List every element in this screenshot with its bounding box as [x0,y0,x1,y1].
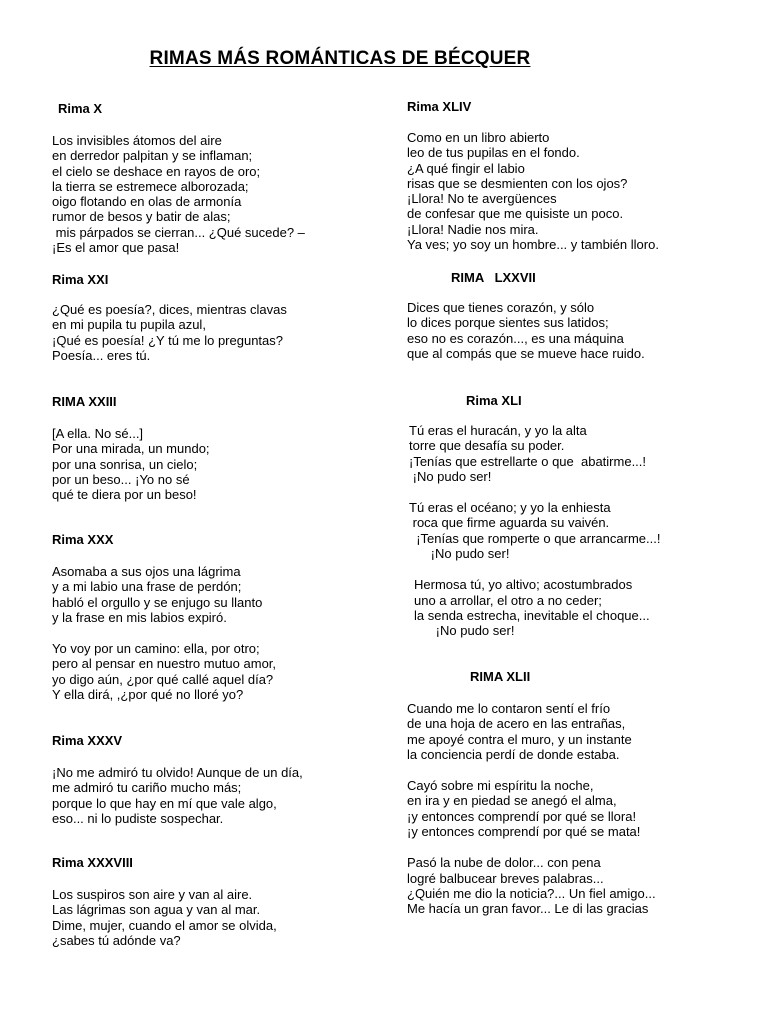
poem-rima-xliv [407,99,659,252]
stanza [52,887,277,948]
poem-title: Rima XLIV [407,99,472,114]
poem-line: risas que se desmienten con los ojos? [407,175,628,191]
poem-rima-xli [409,393,660,639]
poem-line: porque lo que hay en mí que vale algo, [52,795,277,811]
stanza [409,500,660,561]
poem-title: Rima XXXVIII [52,855,133,870]
stanza [52,564,276,625]
poem-line: eso... ni lo pudiste sospechar. [52,810,224,826]
poem-title: Rima XXI [52,272,109,287]
poem-line: roca que firme aguarda su vaivén. [409,515,610,531]
poem-line: eso no es corazón..., es una máquina [407,330,624,346]
poem-rima-xxxv [52,733,303,826]
poem-line: [A ella. No sé...] [52,426,144,441]
poem-line: logré balbucear breves palabras... [407,870,604,886]
poem-title: Rima XXX [52,532,114,547]
poem-line: Asomaba a sus ojos una lágrima [52,564,241,579]
poem-line: en derredor palpitan y se inflaman; [52,148,253,164]
poem-line: ¿Qué es poesía?, dices, mientras clavas [52,302,287,317]
poem-line: ¡No pudo ser! [414,623,515,639]
stanza [52,641,276,702]
poem-line: el cielo se deshace en rayos de oro; [52,163,261,179]
poem-line: ¡No me admiró tu olvido! Aunque de un día, [52,765,303,780]
poem-rima-x [52,101,305,255]
poem-line: Ya ves; yo soy un hombre... y también lloro. [407,237,659,253]
stanza [407,300,645,361]
poem-line: Las lágrimas son agua y van al mar. [52,902,261,918]
poem-line: Cayó sobre mi espíritu la noche, [407,778,594,794]
poem-line: Cuando me lo contaron sentí el frío [407,701,611,716]
poem-line: Por una mirada, un mundo; [52,441,210,457]
poem-rima-xxiii [52,394,210,502]
poem-line: pero al pensar en nuestro mutuo amor, [52,656,277,672]
poem-line: en mi pupila tu pupila azul, [52,317,206,333]
stanza [52,765,303,826]
poem-line: mis párpados se cierran... ¿Qué sucede? – [52,224,305,240]
poem-line: me admiró tu cariño mucho más; [52,780,242,796]
poem-line: uno a arrollar, el otro a no ceder; [414,592,602,608]
poem-rima-xxxviii [52,855,277,948]
poem-line: ¿Quién me dio la noticia?... Un fiel amigo... [407,885,656,901]
poem-line: Me hacía un gran favor... Le di las gracias [407,901,649,917]
poem-rima-xlii [407,669,656,917]
poem-line: oigo flotando en olas de armonía [52,194,242,210]
poem-line: ¡Llora! Nadie nos mira. [407,221,539,237]
poem-line: lo dices porque sientes sus latidos; [407,315,609,331]
poem-rima-xxi [52,272,287,363]
poem-title: Rima XLI [466,393,522,408]
poem-line: Como en un libro abierto [407,130,550,145]
poem-line: leo de tus pupilas en el fondo. [407,145,580,161]
poem-line: por una sonrisa, un cielo; [52,456,198,472]
poem-line: de una hoja de acero en las entrañas, [407,716,626,732]
poem-line: ¡Qué es poesía! ¿Y tú me lo preguntas? [52,332,284,348]
poem-line: Los suspiros son aire y van al aire. [52,887,253,902]
stanza [52,133,305,255]
poem-line: Dime, mujer, cuando el amor se olvida, [52,917,277,933]
poem-line: por un beso... ¡Yo no sé [52,471,190,487]
poem-line: ¿sabes tú adónde va? [52,932,181,948]
stanza [409,423,660,484]
poem-rima-lxxvii [407,270,645,361]
poem-line: me apoyé contra el muro, y un instante [407,731,632,747]
poem-title: Rima XXXV [52,733,123,748]
poem-line: ¡Es el amor que pasa! [52,240,180,256]
poem-line: Dices que tienes corazón, y sólo [407,300,595,315]
poem-line: rumor de besos y batir de alas; [52,209,231,225]
poem-line: Los invisibles átomos del aire [52,133,222,148]
poem-line: de confesar que me quisiste un poco. [407,206,624,222]
stanza [52,426,210,502]
poem-line: Yo voy por un camino: ella, por otro; [52,641,260,657]
poem-line: Pasó la nube de dolor... con pena [407,855,601,871]
poem-line: qué te diera por un beso! [52,487,197,503]
stanza [52,302,287,363]
stanza [407,855,656,916]
poem-line: y la frase en mis labios expiró. [52,609,227,625]
poem-title: Rima X [58,101,103,116]
poem-line: ¡Llora! No te avergüences [407,191,557,207]
poem-line: Tú eras el huracán, y yo la alta [409,423,587,438]
poem-line: en ira y en piedad se anegó el alma, [407,793,617,809]
poem-line: la senda estrecha, inevitable el choque... [414,607,650,623]
poem-line: habló el orgullo y se enjugo su llanto [52,594,263,610]
poem-line: ¡Tenías que romperte o que arrancarme...! [409,530,661,546]
poem-title: RIMA XLII [470,669,531,684]
poem-line: torre que desafía su poder. [409,438,565,454]
poem-line: ¡y entonces comprendí por qué se mata! [407,824,641,840]
poem-line: Hermosa tú, yo altivo; acostumbrados [414,577,633,593]
stanza [407,778,656,839]
poem-line: Poesía... eres tú. [52,347,151,363]
poem-line: y a mi labio una frase de perdón; [52,579,242,595]
poem-line: que al compás que se mueve hace ruido. [407,345,645,361]
poem-line: ¡No pudo ser! [409,546,510,562]
poem-line: la tierra se estremece alborozada; [52,178,249,194]
poem-line: la conciencia perdí de donde estaba. [407,746,620,762]
poem-title: RIMA LXXVII [451,270,536,285]
stanza [407,130,659,252]
poem-line: Y ella dirá, ,¿por qué no lloré yo? [52,687,244,703]
poem-line: ¡No pudo ser! [409,468,492,484]
poem-line: yo digo aún, ¿por qué callé aquel día? [52,671,274,687]
poem-title: RIMA XXIII [52,394,117,409]
poem-line: ¡y entonces comprendí por qué se llora! [407,808,637,824]
poem-line: ¿A qué fingir el labio [407,160,525,176]
poem-line: ¡Tenías que estrellarte o que abatirme...! [409,453,647,469]
stanza [407,701,656,762]
poem-rima-xxx [52,532,276,702]
stanza [409,577,660,638]
page-title: RIMAS MÁS ROMÁNTICAS DE BÉCQUER [149,48,531,69]
poem-line: Tú eras el océano; y yo la enhiesta [409,500,611,516]
